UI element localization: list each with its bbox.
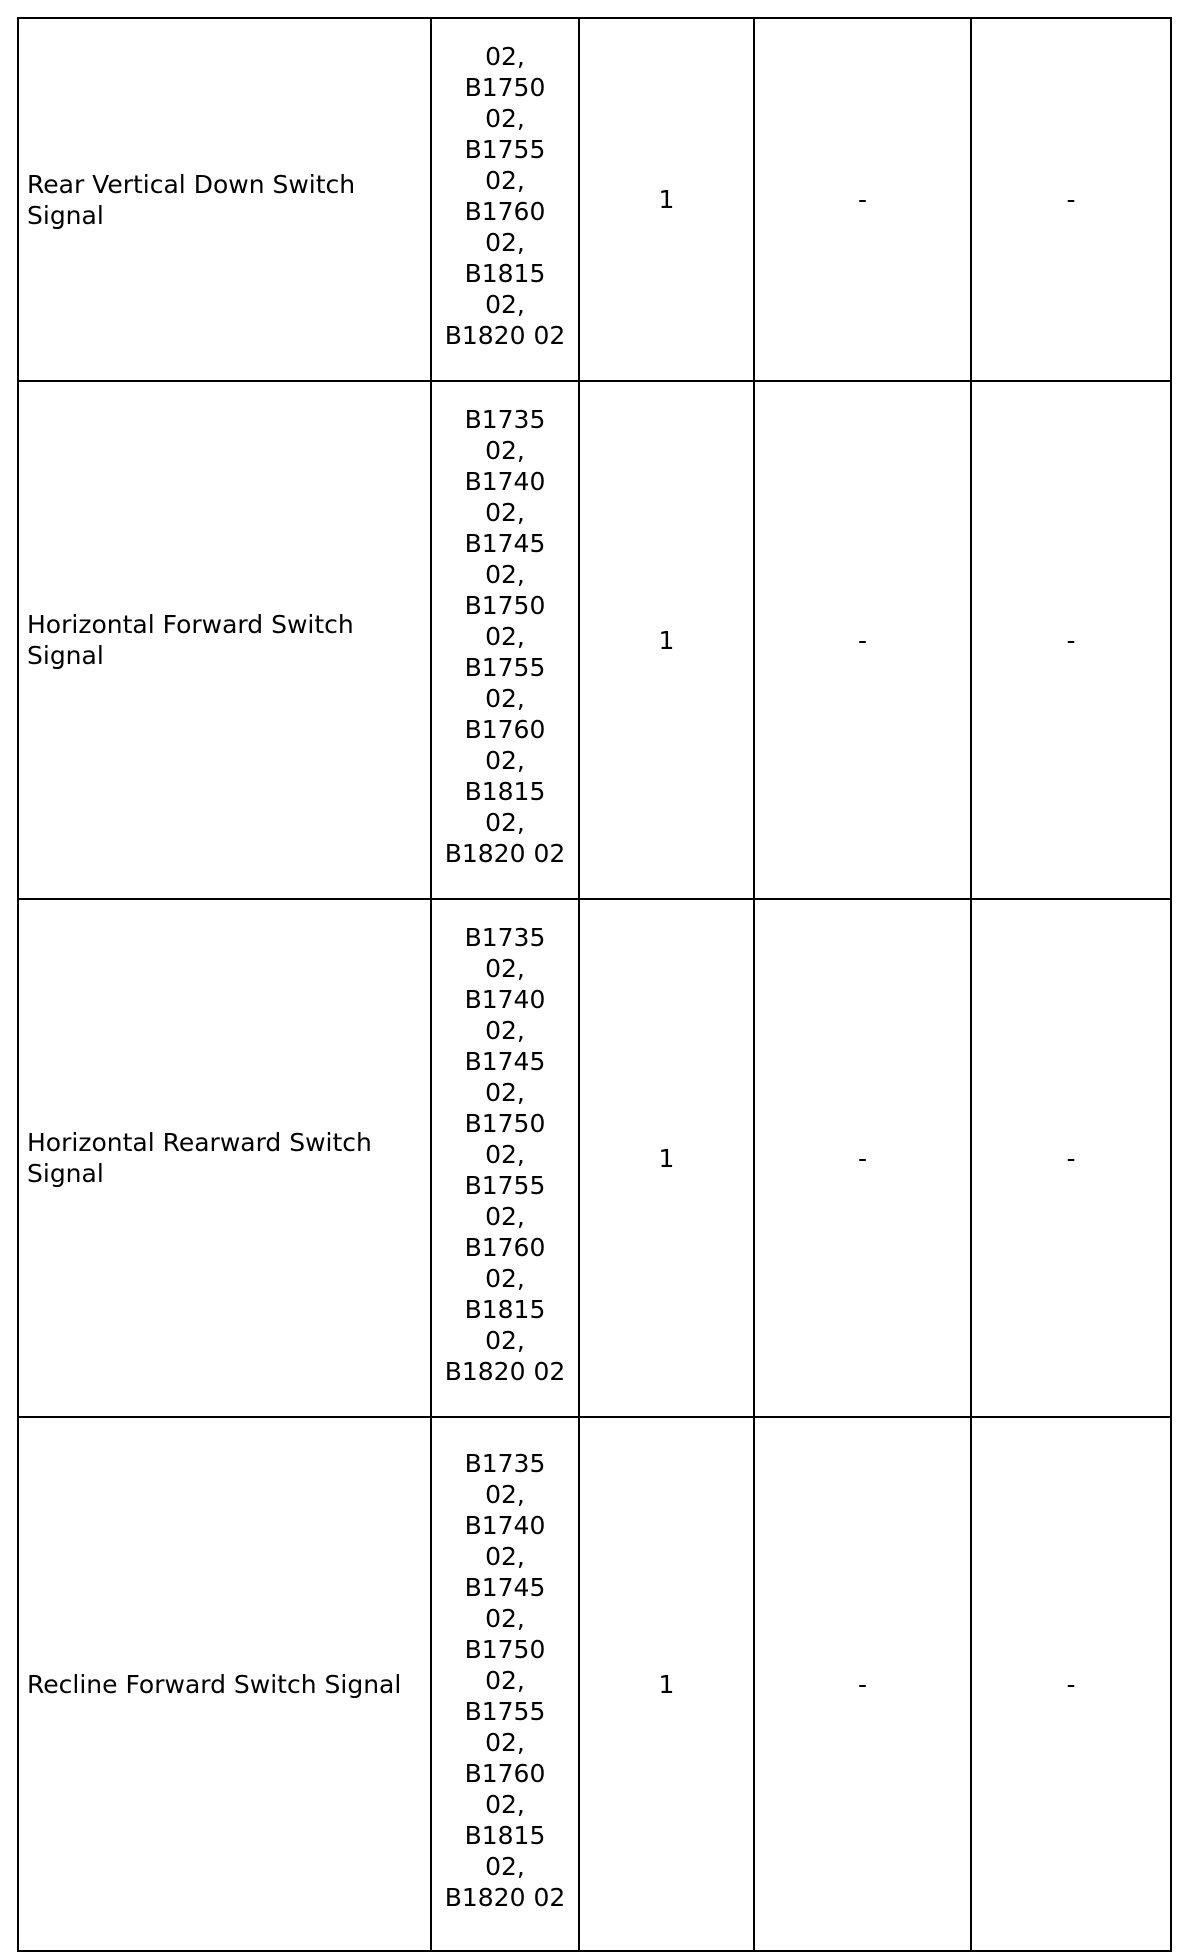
parameter-name-cell: Horizontal Rearward Switch Signal [18, 899, 431, 1417]
table-row [18, 381, 1171, 899]
column-5-cell: - [971, 18, 1171, 381]
column-5-cell: - [971, 899, 1171, 1417]
column-4-cell: - [754, 381, 971, 899]
column-5-cell: - [971, 1417, 1171, 1951]
dtc-codes-text: 02, B1750 02, B1755 02, B1760 02, B1815 02, B1820 02 [444, 41, 566, 350]
dtc-codes-cell [431, 18, 579, 381]
dtc-parameter-table [17, 17, 1172, 1952]
dtc-codes-text: B1735 02, B1740 02, B1745 02, B1750 02, B1755 02, B1760 02, B1815 02, B1820 02 [444, 404, 566, 868]
value-cell: 1 [579, 18, 754, 381]
table-row [18, 899, 1171, 1417]
parameter-name-cell: Rear Vertical Down Switch Signal [18, 18, 431, 381]
dtc-codes-text: B1735 02, B1740 02, B1745 02, B1750 02, B1755 02, B1760 02, B1815 02, B1820 02 [444, 922, 566, 1386]
value-cell: 1 [579, 899, 754, 1417]
table-row [18, 1417, 1171, 1951]
parameter-name-cell: Recline Forward Switch Signal [18, 1417, 431, 1951]
dtc-codes-cell [431, 381, 579, 899]
dtc-codes-cell [431, 1417, 579, 1951]
column-4-cell: - [754, 1417, 971, 1951]
dtc-codes-text: B1735 02, B1740 02, B1745 02, B1750 02, B1755 02, B1760 02, B1815 02, B1820 02 [444, 1448, 566, 1912]
column-4-cell: - [754, 18, 971, 381]
value-cell: 1 [579, 381, 754, 899]
parameter-name-cell: Horizontal Forward Switch Signal [18, 381, 431, 899]
column-5-cell: - [971, 381, 1171, 899]
dtc-codes-cell [431, 899, 579, 1417]
table-row [18, 18, 1171, 381]
column-4-cell: - [754, 899, 971, 1417]
value-cell: 1 [579, 1417, 754, 1951]
